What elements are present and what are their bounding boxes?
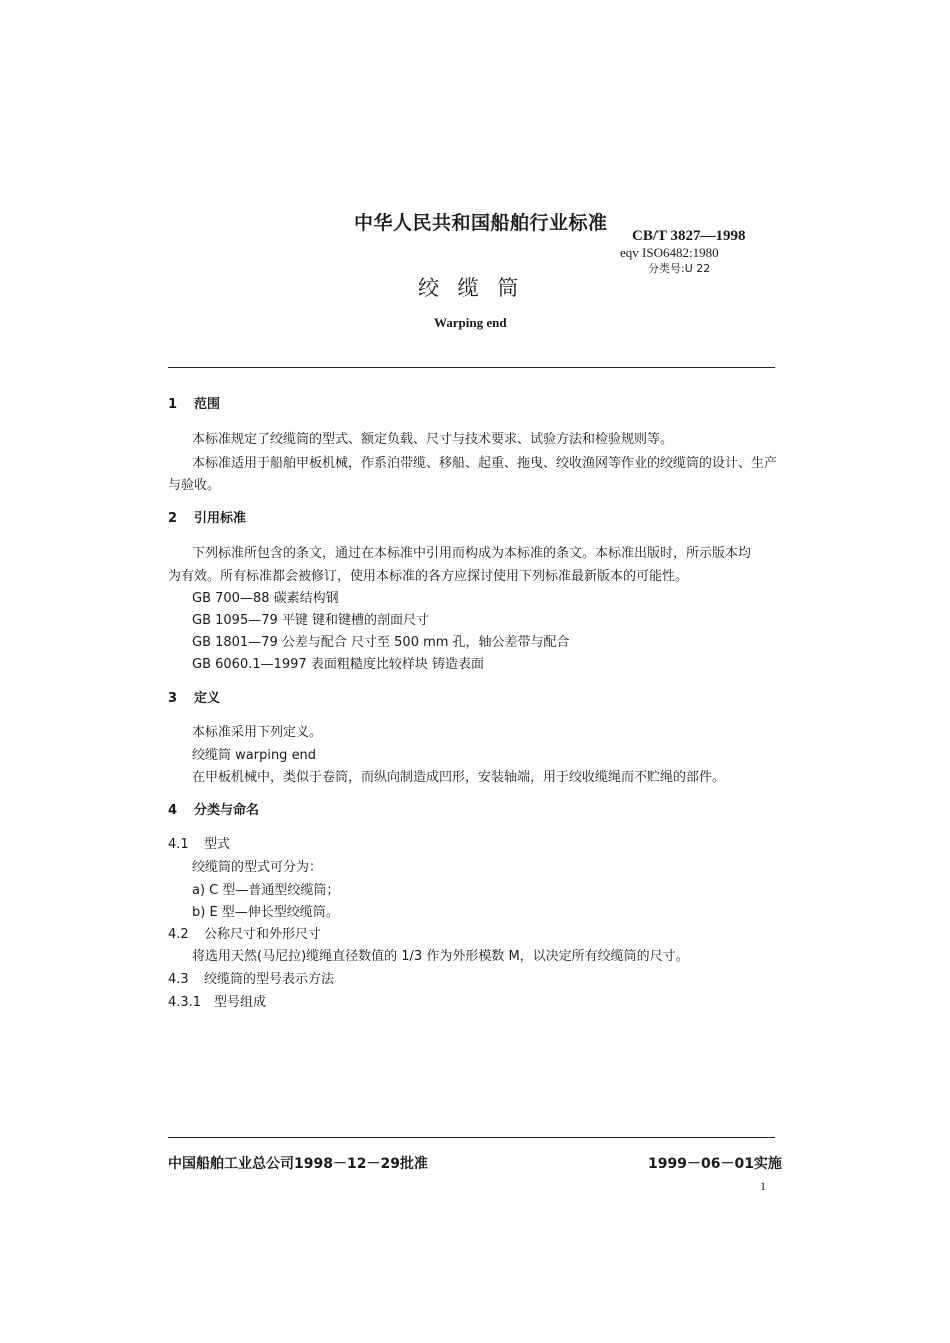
document-title-english: Warping end: [434, 315, 507, 330]
subsection-number: 4.3: [168, 972, 189, 987]
section-title: 定义: [194, 691, 221, 706]
list-item: a) C 型—普通型绞缆筒；: [192, 883, 340, 898]
paragraph: 绞缆筒的型式可分为：: [192, 860, 323, 875]
reference-standard: GB 700—88 碳素结构钢: [192, 591, 339, 606]
effective-date: 1999－06－01实施: [648, 1156, 782, 1172]
subsection-heading: [168, 923, 321, 942]
org-title: 中华人民共和国船舶行业标准: [354, 212, 608, 234]
eqv-reference: eqv ISO6482:1980: [620, 245, 719, 260]
subsection-title: 型号组成: [214, 995, 267, 1010]
subsection-title: 型式: [204, 837, 231, 852]
paragraph-continuation: 与验收。: [168, 478, 221, 493]
section-title: 范围: [194, 397, 221, 412]
subsection-heading: [168, 991, 266, 1010]
paragraph: 本标准采用下列定义。: [192, 725, 323, 740]
section-number: 3: [168, 691, 178, 706]
section-number: 1: [168, 397, 178, 412]
section-title: 引用标准: [194, 511, 247, 526]
page-number: 1: [760, 1179, 766, 1193]
classification-number: 分类号:U 22: [648, 262, 711, 275]
list-item: b) E 型—伸长型绞缆筒。: [192, 905, 339, 920]
section-heading: [168, 687, 220, 706]
paragraph: 将选用天然(马尼拉)缆绳直径数值的 1/3 作为外形模数 M，以决定所有绞缆筒的尺寸。: [192, 949, 689, 964]
section-title: 分类与命名: [194, 803, 260, 818]
subsection-number: 4.1: [168, 837, 189, 852]
document-title: 绞 缆 筒: [418, 276, 525, 300]
subsection-number: 4.3.1: [168, 995, 202, 1010]
reference-standard: GB 1801—79 公差与配合 尺寸至 500 mm 孔，轴公差带与配合: [192, 635, 570, 650]
section-heading: [168, 799, 259, 818]
term-definition-text: 在甲板机械中，类似于卷筒，而纵向制造成凹形，安装轴端，用于绞收缆绳而不贮绳的部件。: [192, 770, 726, 785]
subsection-title: 公称尺寸和外形尺寸: [204, 927, 322, 942]
subsection-number: 4.2: [168, 927, 189, 942]
reference-standard: GB 6060.1—1997 表面粗糙度比较样块 铸造表面: [192, 657, 484, 672]
subsection-title: 绞缆筒的型号表示方法: [204, 972, 335, 987]
reference-standard: GB 1095—79 平键 键和键槽的剖面尺寸: [192, 613, 430, 628]
term-definition-term: 绞缆筒 warping end: [192, 748, 317, 763]
paragraph-continuation: 为有效。所有标准都会被修订，使用本标准的各方应探讨使用下列标准最新版本的可能性。: [168, 569, 689, 584]
standard-code: CB/T 3827—1998: [632, 228, 746, 244]
subsection-heading: [168, 968, 334, 987]
header-divider: [168, 367, 775, 368]
section-heading: [168, 393, 220, 412]
paragraph: 本标准适用于船舶甲板机械，作系泊带缆、移船、起重、拖曳、绞收渔网等作业的绞缆筒的设计、生产: [192, 456, 778, 471]
subsection-heading: [168, 833, 230, 852]
section-number: 2: [168, 511, 178, 526]
approval-line: 中国船舶工业总公司1998－12－29批准: [168, 1156, 428, 1172]
footer-divider: [168, 1137, 775, 1138]
section-heading: [168, 507, 246, 526]
paragraph: 下列标准所包含的条文，通过在本标准中引用而构成为本标准的条文。本标准出版时，所示版本均: [192, 546, 752, 561]
section-number: 4: [168, 803, 178, 818]
paragraph: 本标准规定了绞缆筒的型式、额定负载、尺寸与技术要求、试验方法和检验规则等。: [192, 432, 674, 447]
